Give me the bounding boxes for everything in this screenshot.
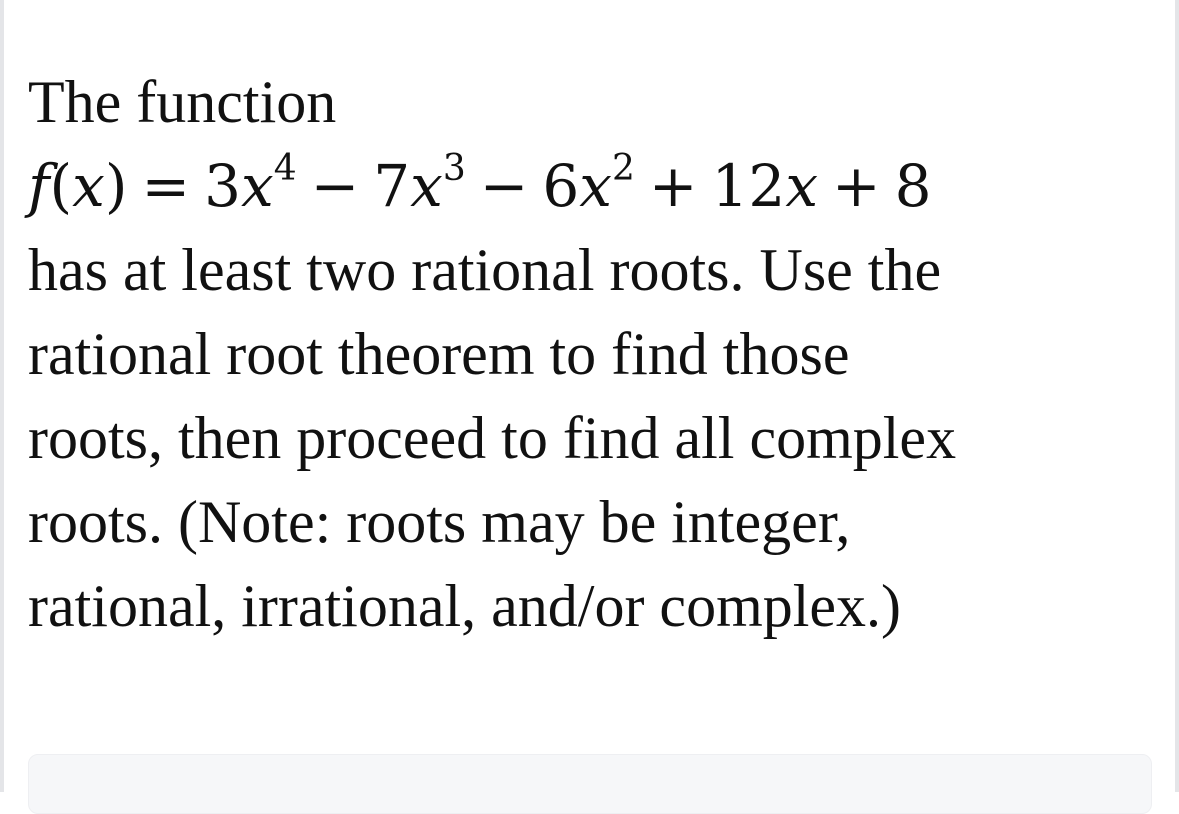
left-edge-divider: [0, 0, 4, 792]
eq-op1: −: [310, 152, 360, 220]
eq-term1-exp: 4: [273, 148, 297, 189]
function-equation: [28, 144, 1158, 228]
eq-function-name: f: [28, 152, 50, 220]
eq-term1-coef: 3: [204, 152, 241, 220]
eq-term3-exp: 2: [611, 148, 635, 189]
question-line-7: rational, irrational, and/or complex.): [28, 573, 902, 639]
eq-term1-var: x: [240, 152, 274, 220]
answer-input-area[interactable]: [28, 754, 1152, 814]
eq-op3: +: [648, 152, 698, 220]
question-line-1: The function: [28, 69, 337, 135]
eq-close-paren: ): [104, 152, 128, 220]
eq-term3-var: x: [579, 152, 612, 220]
question-line-4: rational root theorem to find those: [28, 321, 850, 387]
eq-variable: x: [72, 152, 105, 220]
eq-term2-exp: 3: [442, 148, 466, 189]
eq-term4-var: x: [785, 152, 819, 220]
eq-term3-coef: 6: [542, 152, 580, 220]
eq-open-paren: (: [49, 152, 73, 220]
eq-op2: −: [479, 152, 529, 220]
eq-term2-var: x: [410, 152, 443, 220]
question-line-3: has at least two rational roots. Use the: [28, 237, 942, 303]
eq-term2-coef: 7: [373, 152, 411, 220]
eq-term5-const: 8: [894, 152, 932, 220]
question-line-5: roots, then proceed to find all complex: [28, 405, 957, 471]
right-edge-divider: [1175, 0, 1179, 792]
question-line-6: roots. (Note: roots may be integer,: [28, 489, 851, 555]
eq-equals: =: [141, 152, 191, 220]
question-text: [28, 60, 1158, 648]
eq-term4-coef: 12: [711, 152, 786, 220]
eq-op4: +: [832, 152, 881, 220]
